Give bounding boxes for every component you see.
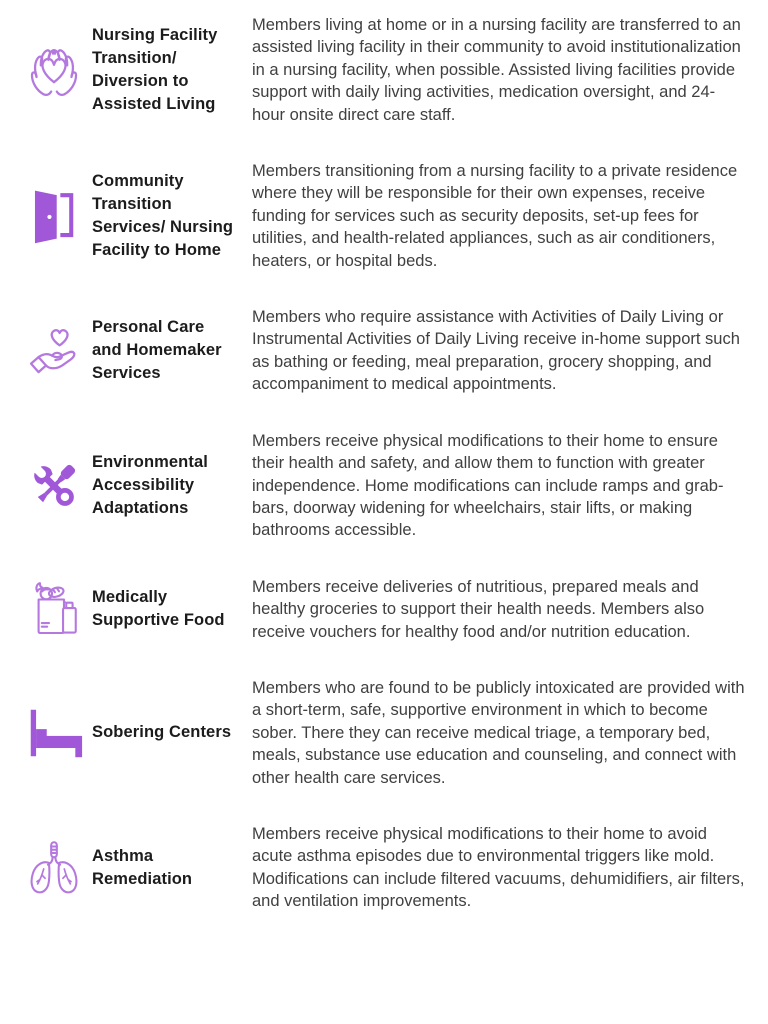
service-description: Members who are found to be publicly intoxicated are provided with a short-term, safe, supportive environment in which to become sober. There they can receive medical triage, a temporary bed, meals, substance use education and counseling, and connect with other health care services. bbox=[252, 678, 745, 787]
service-description: Members transitioning from a nursing facility to a private residence where they will be responsible for their own expenses, receive funding for services such as security deposits, set-up fees for utilities, and health-related appliances, such as air conditioners, heaters, or hospital beds. bbox=[252, 162, 738, 270]
service-title: Nursing Facility Transition/ Diversion to Assisted Living bbox=[92, 26, 218, 114]
service-title: Community Transition Services/ Nursing Facility to Home bbox=[92, 172, 234, 260]
service-row-personal-care bbox=[16, 306, 748, 396]
service-row-environmental-accessibility bbox=[16, 430, 748, 542]
service-title: Personal Care and Homemaker Services bbox=[92, 318, 222, 383]
service-row-asthma-remediation bbox=[16, 823, 748, 913]
service-description: Members receive physical modifications to their home to ensure their health and safety, and allow them to function with greater independence. Home modifications can include ramps and grab-bars, doorway widening for wheelchairs, stair lifts, or making bathrooms accessible. bbox=[252, 431, 724, 540]
service-description: Members who require assistance with Activities of Daily Living or Instrumental Activities of Daily Living receive in-home support such as bathing or feeding, meal preparation, grocery shopping, and accompaniment to medical appointments. bbox=[252, 308, 740, 394]
hands-holding-heart-icon bbox=[16, 39, 92, 101]
service-row-nursing-facility-transition bbox=[16, 14, 748, 126]
wrench-and-screwdriver-icon bbox=[16, 456, 92, 516]
service-title: Environmental Accessibility Adaptations bbox=[92, 453, 208, 518]
lungs-icon bbox=[16, 839, 92, 897]
service-description: Members receive physical modifications to their home to avoid acute asthma episodes due to environmental triggers like mold. Modifications can include filtered vacuums, dehumidifiers, air filters, and ventilation improvements. bbox=[252, 824, 745, 911]
service-title: Sobering Centers bbox=[92, 723, 232, 742]
service-row-community-transition bbox=[16, 160, 748, 272]
service-row-medically-supportive-food bbox=[16, 576, 748, 643]
service-description: Members living at home or in a nursing facility are transferred to an assisted living facility in their community to avoid institutionalization in a nursing facility, when possible. Assisted living facilities provide support with daily living activities, medication oversight, and 24-hour onsite direct care staff. bbox=[252, 16, 741, 124]
service-title: Medically Supportive Food bbox=[92, 588, 225, 630]
service-description: Members receive deliveries of nutritious, prepared meals and healthy groceries to support their health needs. Members also receive vouchers for healthy food and/or nutrition education. bbox=[252, 577, 705, 641]
grocery-bag-icon bbox=[16, 579, 92, 639]
service-row-sobering-centers bbox=[16, 677, 748, 789]
hand-holding-heart-icon bbox=[16, 321, 92, 381]
service-title: Asthma Remediation bbox=[92, 846, 193, 888]
open-door-icon bbox=[16, 185, 92, 247]
bed-icon bbox=[16, 705, 92, 761]
